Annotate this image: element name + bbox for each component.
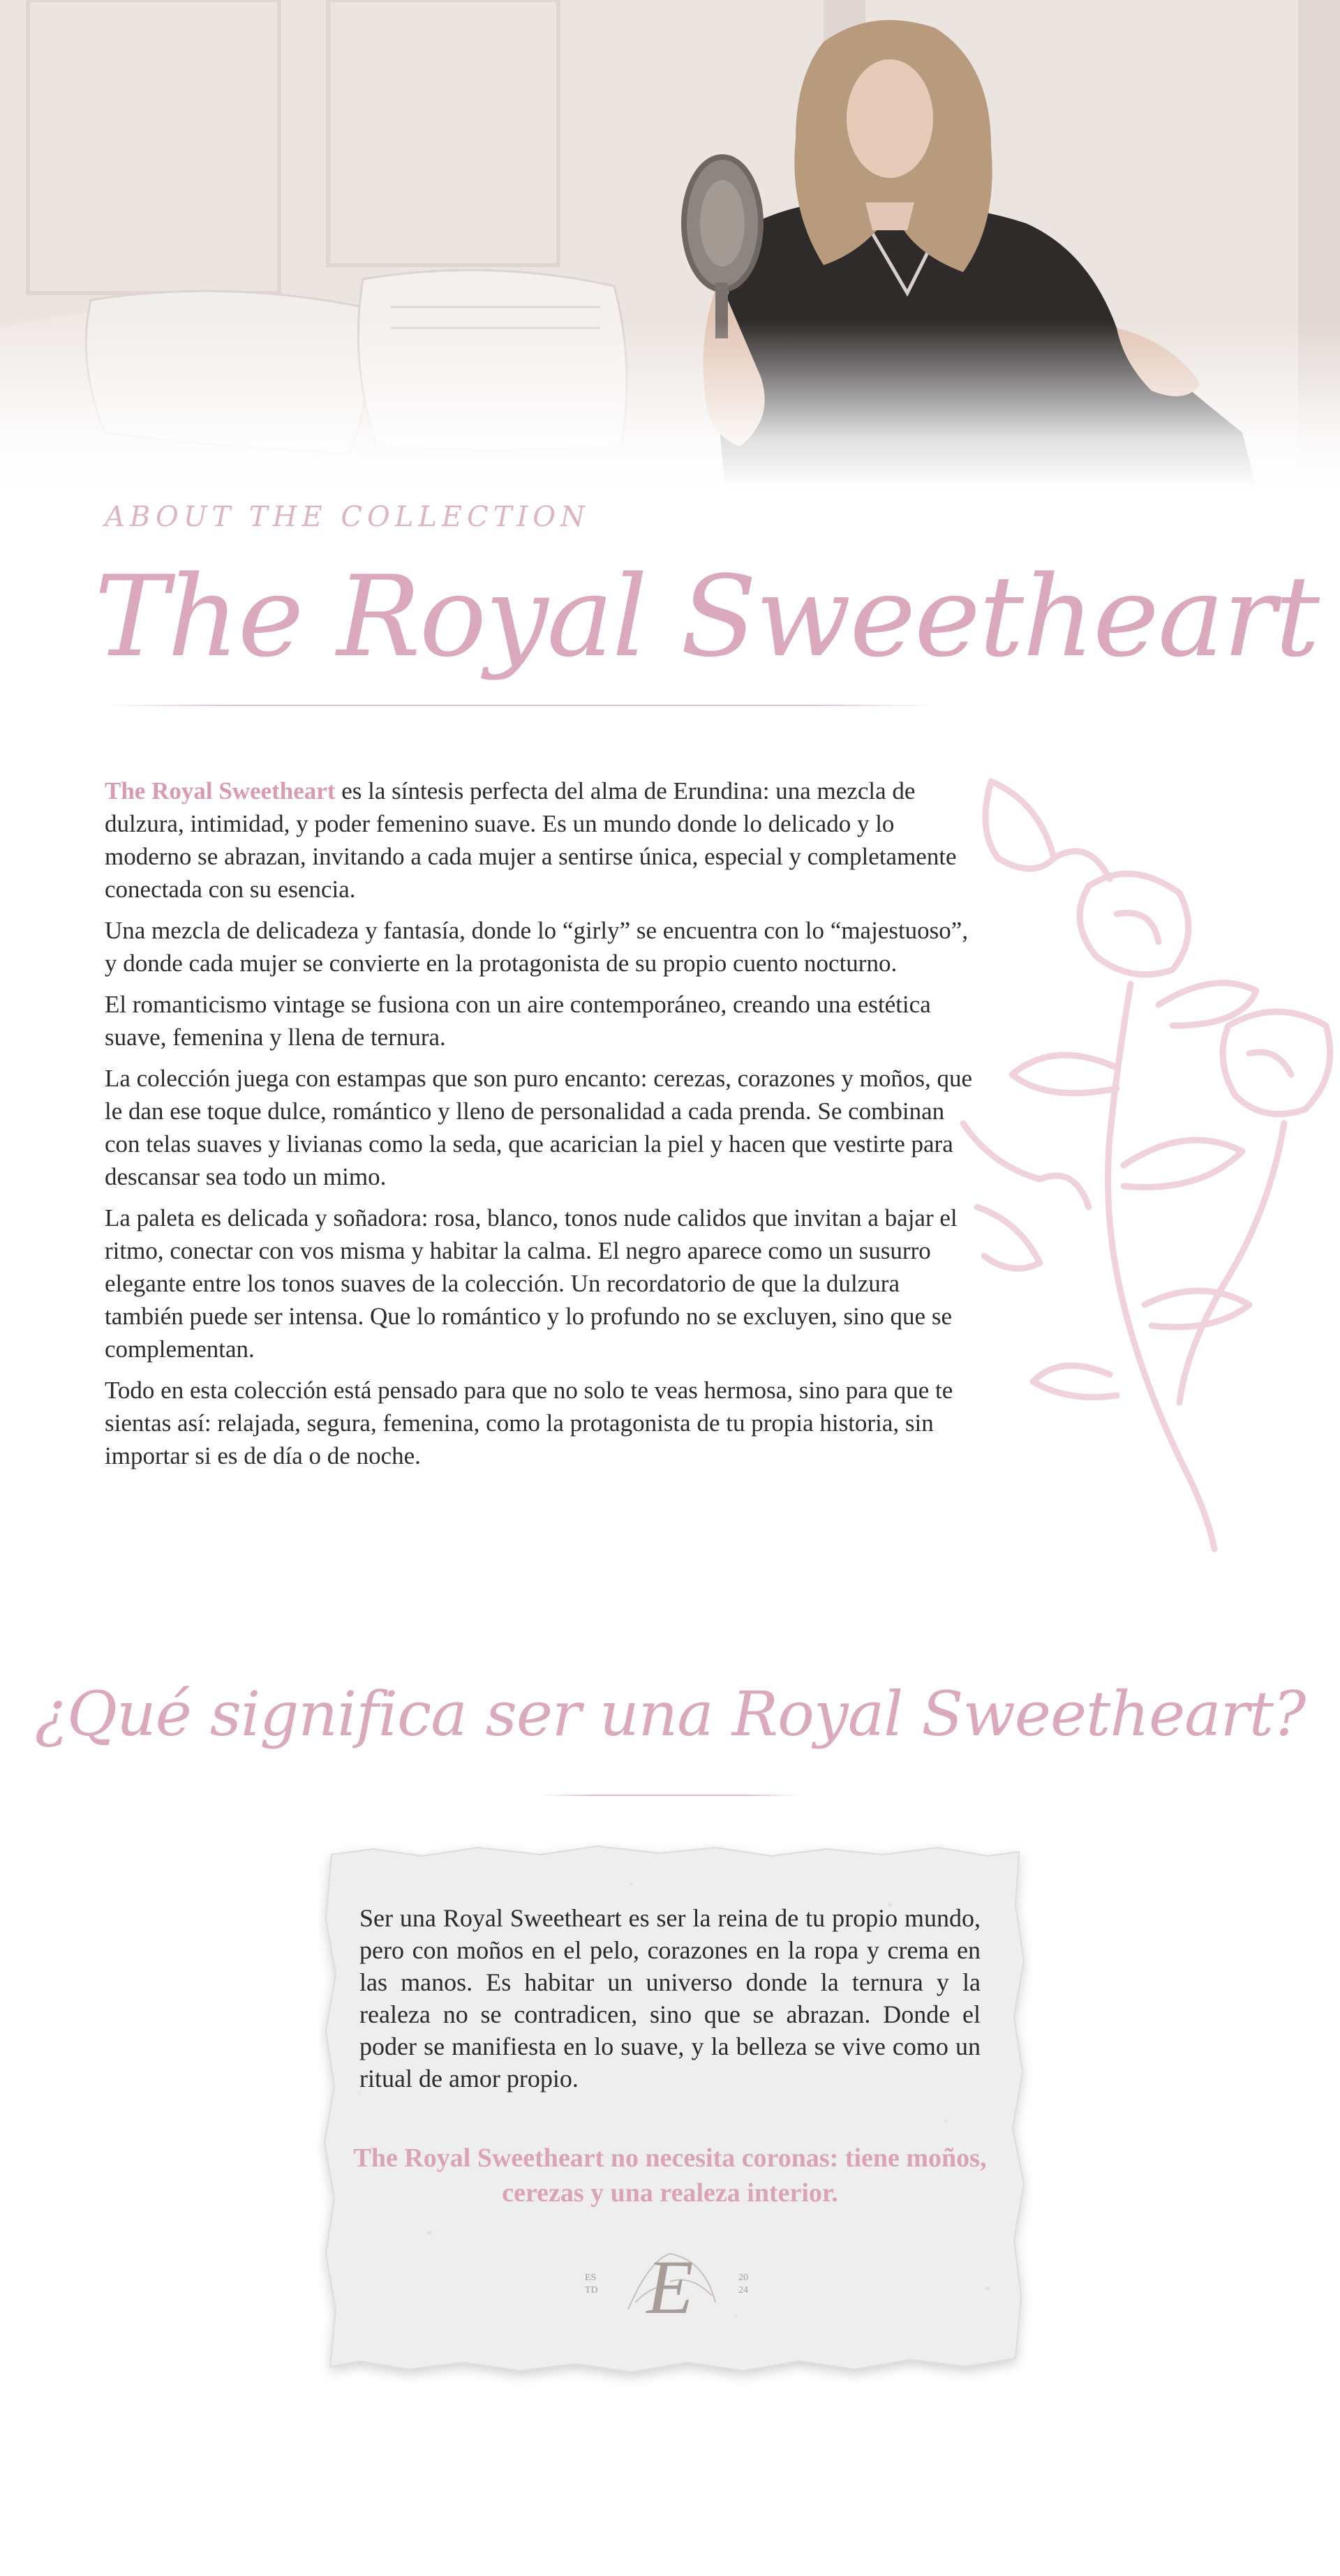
card-quote: The Royal Sweetheart no necesita coronas: tiene moños, cerezas y una realeza interior. [353, 2143, 987, 2208]
seal-text: 20 [738, 2272, 748, 2283]
section-eyebrow: ABOUT THE COLLECTION [105, 501, 590, 533]
question-heading: ¿Qué significa ser una Royal Sweetheart? [34, 1678, 1306, 1750]
question-divider [541, 1795, 799, 1796]
seal-text: 24 [738, 2285, 748, 2296]
brand-name-highlight: The Royal Sweetheart [105, 777, 336, 804]
seal-letter: E [646, 2245, 694, 2330]
collection-description [105, 774, 984, 1481]
paragraph: La colección juega con estampas que son puro encanto: cerezas, corazones y moños, que le dan ese toque dulce, romántico y lleno de personalidad a cada prenda. Se combinan con telas suaves y livianas como la seda, que acarician la piel y hacen que vestirte para descansar sea todo un mimo. [105, 1065, 972, 1190]
card-body-text: Ser una Royal Sweetheart es ser la reina de tu propio mundo, pero con moños en el pelo, corazones en la ropa y crema en las manos. Es habitar un universo donde la ternura y la realeza no se contradicen, sino que se abrazan. Donde el poder se manifiesta en lo suave, y la belleza se vive como un ritual de amor propio. [359, 1904, 981, 2092]
paragraph: La paleta es delicada y soñadora: rosa, blanco, tonos nude calidos que invitan a bajar el ritmo, conectar con vos misma y habitar la calma. El negro aparece como un susurro elegante entre los tonos suaves de la colección. Un recordatorio de que la dulzura también puede ser intensa. Que lo romántico y lo profundo no se excluyen, sino que se complementan. [105, 1204, 958, 1363]
brand-seal-icon [565, 2233, 775, 2337]
seal-text: TD [585, 2285, 598, 2296]
paragraph-intro-text: es la síntesis perfecta del alma de Erundina: una mezcla de dulzura, intimidad, y poder femenino suave. Es un mundo donde lo delicado y lo moderno se abrazan, invitando a cada mujer a sentirse única, especial y completamente conectada con su esencia. [105, 777, 957, 903]
paragraph-intro [105, 774, 984, 906]
paragraph: Una mezcla de delicadeza y fantasía, donde lo “girly” se encuentra con lo “majestuoso”, y donde cada mujer se convierte en la protagonista de su propio cuento nocturno. [105, 917, 969, 977]
title-divider [105, 705, 935, 706]
paragraph: El romanticismo vintage se fusiona con un aire contemporáneo, creando una estética suave, femenina y llena de ternura. [105, 991, 931, 1051]
hero-image [0, 0, 1340, 488]
flower-line-drawing-icon [949, 774, 1340, 1556]
paragraph: Todo en esta colección está pensado para que no solo te veas hermosa, sino para que te sientas así: relajada, segura, femenina, como la protagonista de tu propia historia, sin importar si es de día o de noche. [105, 1377, 953, 1469]
collection-title: The Royal Sweetheart [94, 551, 1319, 682]
seal-text: ES [585, 2272, 597, 2283]
